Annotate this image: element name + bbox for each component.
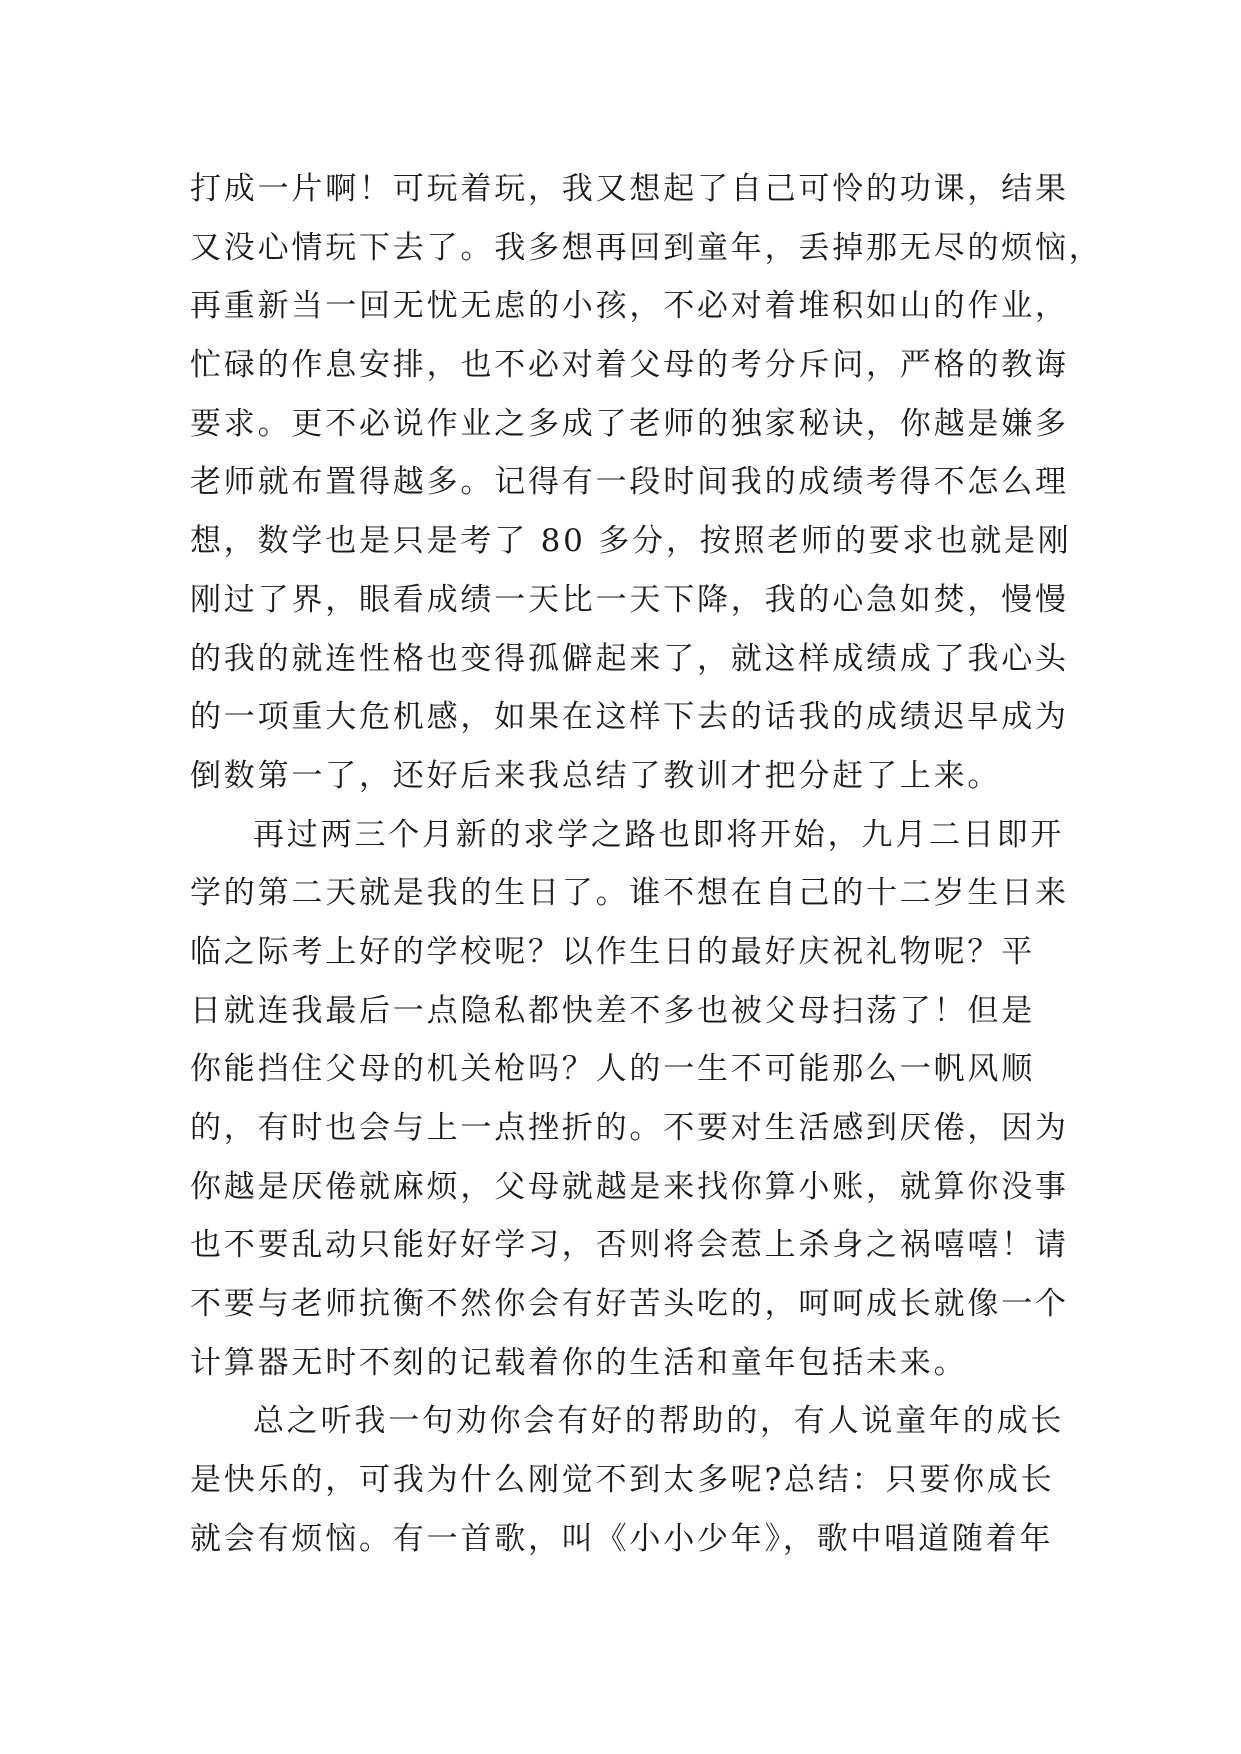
paragraph-first-line: 再过两三个月新的求学之路也即将开始，九月二日即开 xyxy=(253,816,1065,853)
text-line: 就会有烦恼。有一首歌，叫《小小少年》，歌中唱道随着年 xyxy=(190,1520,1054,1557)
text-line: 再重新当一回无忧无虑的小孩，不必对着堆积如山的作业， xyxy=(190,288,1069,325)
text-line: 日就连我最后一点隐私都快差不多也被父母扫荡了！但是 xyxy=(190,992,1035,1029)
text-line: 老师就布置得越多。记得有一段时间我的成绩考得不怎么理 xyxy=(190,464,1069,501)
text-line: 是快乐的，可我为什么刚觉不到太多呢?总结：只要你成长 xyxy=(190,1462,1055,1499)
text-line: 打成一片啊！可玩着玩，我又想起了自己可怜的功课，结果 xyxy=(190,171,1069,207)
text-line: 你能挡住父母的机关枪吗？人的一生不可能那么一帆风顺 xyxy=(190,1051,1035,1088)
text-line: 忙碌的作息安排，也不必对着父母的考分斥问，严格的教诲 xyxy=(190,347,1069,384)
text-line: 的，有时也会与上一点挫折的。不要对生活感到厌倦，因为 xyxy=(190,1110,1069,1146)
text-line: 不要与老师抗衡不然你会有好苦头吃的，呵呵成长就像一个 xyxy=(190,1286,1069,1323)
paragraph-first-line: 总之听我一句劝你会有好的帮助的，有人说童年的成长 xyxy=(253,1403,1065,1440)
text-line: 计算器无时不刻的记载着你的生活和童年包括未来。 xyxy=(190,1344,968,1381)
text-line: 又没心情玩下去了。我多想再回到童年，丢掉那无尽的烦恼， xyxy=(190,229,1103,266)
text-line: 倒数第一了，还好后来我总结了教训才把分赶了上来。 xyxy=(190,757,1002,794)
text-line: 你越是厌倦就麻烦，父母就越是来找你算小账，就算你没事 xyxy=(190,1168,1069,1205)
text-line: 临之际考上好的学校呢？以作生日的最好庆祝礼物呢？平 xyxy=(190,933,1035,970)
text-line: 学的第二天就是我的生日了。谁不想在自己的十二岁生日来 xyxy=(190,875,1069,912)
text-line: 的我的就连性格也变得孤僻起来了，就这样成绩成了我心头 xyxy=(190,640,1069,677)
text-line: 要求。更不必说作业之多成了老师的独家秘诀，你越是嫌多 xyxy=(190,405,1069,442)
body-text xyxy=(190,160,1103,1569)
text-line: 想，数学也是只是考了 80 多分，按照老师的要求也就是刚 xyxy=(190,523,1072,560)
text-line: 刚过了界，眼看成绩一天比一天下降，我的心急如焚，慢慢 xyxy=(190,581,1069,618)
text-line: 也不要乱动只能好好学习，否则将会惹上杀身之祸嘻嘻！请 xyxy=(190,1227,1069,1264)
text-line: 的一项重大危机感，如果在这样下去的话我的成绩迟早成为 xyxy=(190,699,1069,736)
